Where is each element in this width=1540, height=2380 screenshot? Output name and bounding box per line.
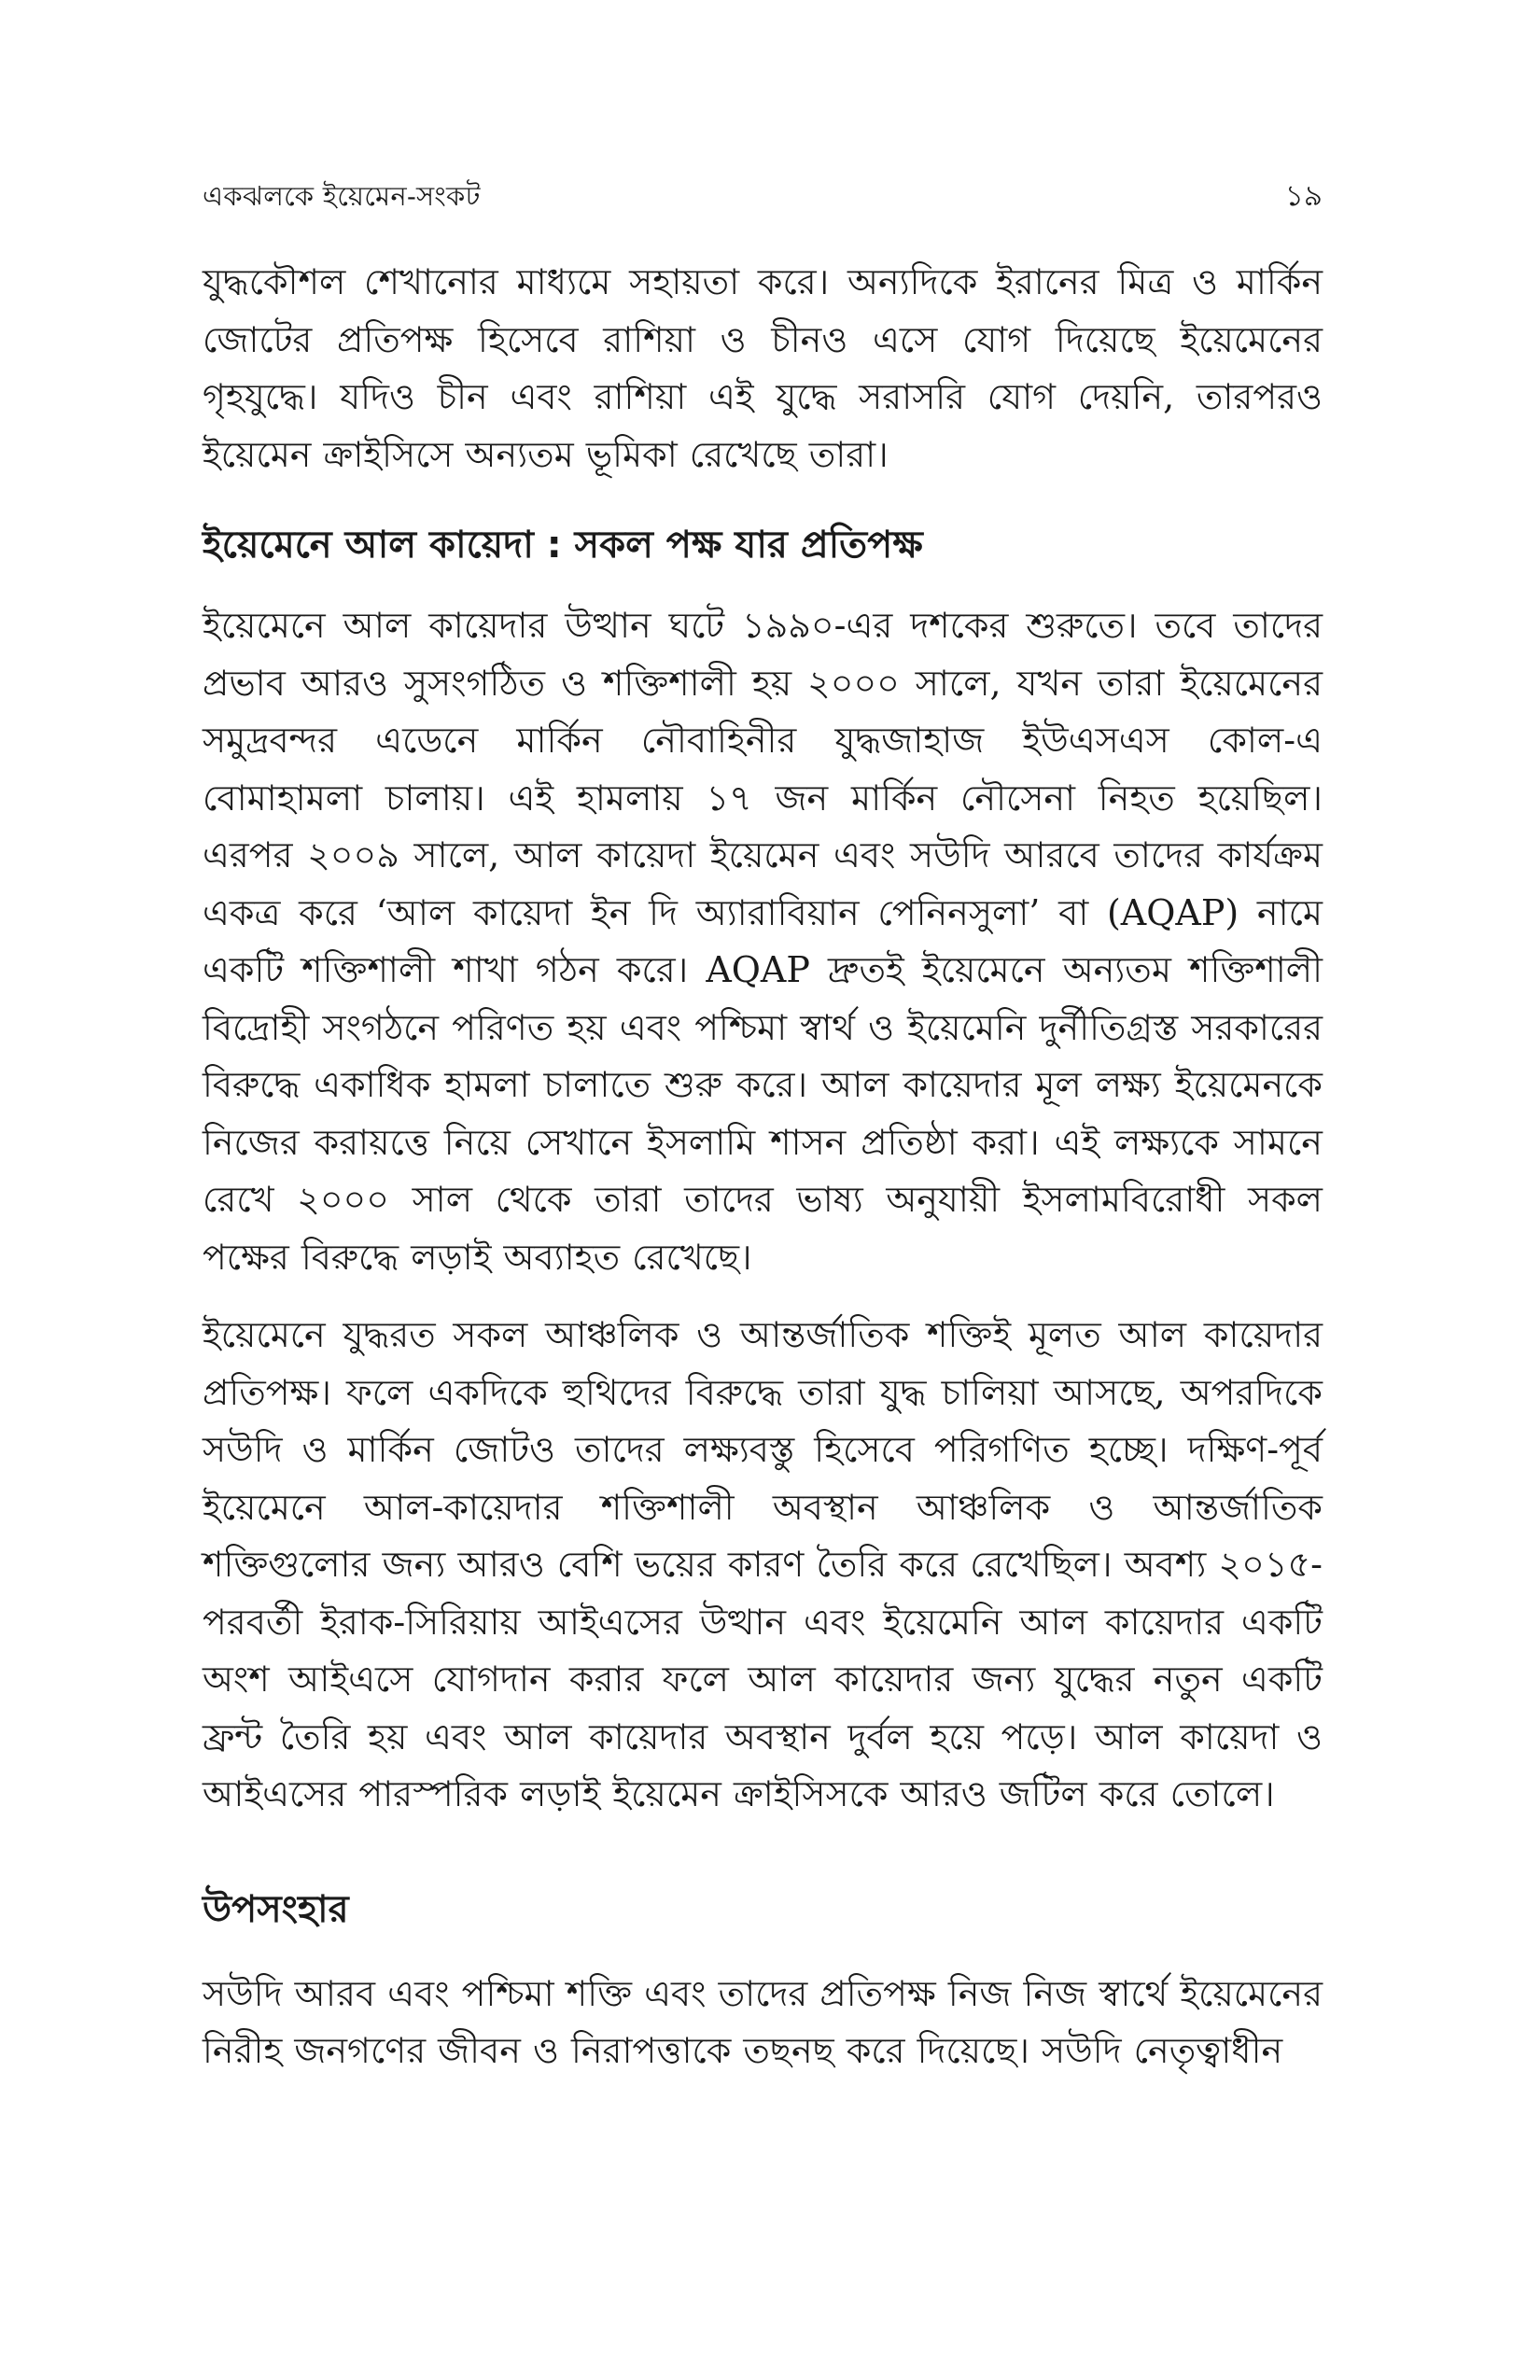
- paragraph-al-qaeda-opponents: ইয়েমেনে যুদ্ধরত সকল আঞ্চলিক ও আন্তর্জাতিক শক্তিই মূলত আল কায়েদার প্রতিপক্ষ। ফলে একদিকে হুথিদের বিরুদ্ধে তারা যুদ্ধ চালিয়া আসছে, অপরদিকে সউদি ও মার্কিন জোটও তাদের লক্ষ্যবস্তু হিসেবে পরিগণিত হচ্ছে। দক্ষিণ-পূর্ব ইয়েমেনে আল-কায়েদার শক্তিশালী অবস্থান আঞ্চলিক ও আন্তর্জাতিক শক্তিগুলোর জন্য আরও বেশি ভয়ের কারণ তৈরি করে রেখেছিল। অবশ্য ২০১৫-পরবর্তী ইরাক-সিরিয়ায় আইএসের উত্থান এবং ইয়েমেনি আল কায়েদার একটি অংশ আইএসে যোগদান করার ফলে আল কায়েদার জন্য যুদ্ধের নতুন একটি ফ্রন্ট তৈরি হয় এবং আল কায়েদার অবস্থান দুর্বল হয়ে পড়ে। আল কায়েদা ও আইএসের পারস্পরিক লড়াই ইয়েমেন ক্রাইসিসকে আরও জটিল করে তোলে।: [203, 1314, 1323, 1814]
- running-title: একঝলকে ইয়েমেন-সংকট: [203, 180, 481, 212]
- paragraph-intro: যুদ্ধকৌশল শেখানোর মাধ্যমে সহায়তা করে। অন্যদিকে ইরানের মিত্র ও মার্কিন জোটের প্রতিপক্ষ হিসেবে রাশিয়া ও চীনও এসে যোগ দিয়েছে ইয়েমেনের গৃহযুদ্ধে। যদিও চীন এবং রাশিয়া এই যুদ্ধে সরাসরি যোগ দেয়নি, তারপরও ইয়েমেন ক্রাইসিসে অন্যতম ভূমিকা রেখেছে তারা।: [203, 261, 1323, 475]
- section-heading-conclusion: উপসংহার: [203, 1887, 349, 1931]
- body-text: [203, 254, 1323, 2080]
- section-heading-al-qaeda: ইয়েমেনে আল কায়েদা : সকল পক্ষ যার প্রতিপক্ষ: [203, 524, 923, 567]
- page-number: ১৯: [1284, 179, 1323, 213]
- paragraph-conclusion: সউদি আরব এবং পশ্চিমা শক্তি এবং তাদের প্রতিপক্ষ নিজ নিজ স্বার্থে ইয়েমেনের নিরীহ জনগণের জীবন ও নিরাপত্তাকে তছনছ করে দিয়েছে। সউদি নেতৃত্বাধীন: [203, 1972, 1323, 2071]
- running-header: [203, 177, 1323, 224]
- paragraph-al-qaeda-rise: ইয়েমেনে আল কায়েদার উত্থান ঘটে ১৯৯০-এর দশকের শুরুতে। তবে তাদের প্রভাব আরও সুসংগঠিত ও শক্তিশালী হয় ২০০০ সালে, যখন তারা ইয়েমেনের সমুদ্রবন্দর এডেনে মার্কিন নৌবাহিনীর যুদ্ধজাহাজ ইউএসএস কোল-এ বোমাহামলা চালায়। এই হামলায় ১৭ জন মার্কিন নৌসেনা নিহত হয়েছিল। এরপর ২০০৯ সালে, আল কায়েদা ইয়েমেন এবং সউদি আরবে তাদের কার্যক্রম একত্র করে ‘আল কায়েদা ইন দি অ্যারাবিয়ান পেনিনসুলা’ বা (AQAP) নামে একটি শক্তিশালী শাখা গঠন করে। AQAP দ্রুতই ইয়েমেনে অন্যতম শক্তিশালী বিদ্রোহী সংগঠনে পরিণত হয় এবং পশ্চিমা স্বার্থ ও ইয়েমেনি দুর্নীতিগ্রস্ত সরকারের বিরুদ্ধে একাধিক হামলা চালাতে শুরু করে। আল কায়েদার মূল লক্ষ্য ইয়েমেনকে নিজের করায়ত্তে নিয়ে সেখানে ইসলামি শাসন প্রতিষ্ঠা করা। এই লক্ষ্যকে সামনে রেখে ২০০০ সাল থেকে তারা তাদের ভাষ্য অনুযায়ী ইসলামবিরোধী সকল পক্ষের বিরুদ্ধে লড়াই অব্যাহত রেখেছে।: [203, 605, 1323, 1278]
